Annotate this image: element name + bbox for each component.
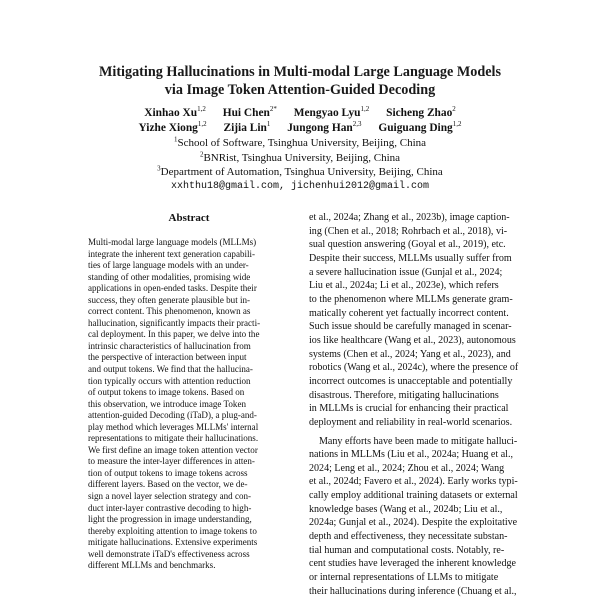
title-line-2: via Image Token Attention-Guided Decoding bbox=[164, 81, 436, 98]
text-line: hallucination, significantly impacts their practi- bbox=[88, 317, 261, 328]
text-line: knowledge bases (Wang et al., 2024b; Liu et al., bbox=[309, 503, 503, 515]
affiliations bbox=[0, 136, 600, 194]
author: Sicheng Zhao$^2$ bbox=[386, 105, 456, 119]
text-line: different layers. Based on the vector, we de- bbox=[88, 479, 248, 490]
text-line: representations to mitigate their hallucinations. bbox=[88, 433, 259, 444]
text-line: well demonstrate iTaD's effectiveness across bbox=[88, 548, 250, 559]
text-line: deployment and reliability in real-world scenarios. bbox=[309, 416, 513, 428]
text-line: robotics (Wang et al., 2024c), where the presence of bbox=[309, 362, 519, 374]
text-line: We first define an image token attention vector bbox=[88, 444, 258, 455]
affiliation: $^1$School of Software, Tsinghua University, Beijing, China bbox=[173, 135, 427, 149]
text-line: nations in MLLMs (Liu et al., 2024a; Huang et al., bbox=[309, 449, 513, 461]
text-line: and output tokens. We find that the hallucina- bbox=[88, 364, 253, 375]
text-line: tial human and computational costs. Notably, re- bbox=[309, 544, 505, 556]
text-line: ing (Chen et al., 2018; Rohrbach et al., 2018), vi- bbox=[309, 225, 508, 237]
text-line: depth and effectiveness, they necessitate substan- bbox=[309, 531, 508, 543]
text-line: thereby exploiting attention to image tokens to bbox=[88, 525, 257, 536]
author: Guiguang Ding$^{1,2}$ bbox=[378, 120, 462, 134]
author: Zijia Lin$^1$ bbox=[223, 120, 271, 134]
author: Xinhao Xu$^{1,2}$ bbox=[144, 105, 206, 119]
author-list bbox=[0, 106, 600, 136]
text-line: sign a novel layer selection strategy and con- bbox=[88, 491, 252, 502]
text-line: standing of other modalities, promising wide bbox=[88, 271, 251, 282]
text-line: mitigate hallucinations. Extensive experiments bbox=[88, 537, 258, 548]
affiliation: $^3$Department of Automation, Tsinghua University, Beijing, China bbox=[157, 164, 443, 179]
text-line: this observation, we introduce image Token bbox=[88, 398, 246, 409]
text-line: duct inter-layer contrastive decoding to high- bbox=[88, 502, 252, 513]
text-line: integrate the inherent text generation capabili- bbox=[88, 248, 256, 259]
author: Hui Chen$^{2*}$ bbox=[222, 105, 277, 119]
abstract-body bbox=[88, 237, 290, 572]
text-line: Multi-modal large language models (MLLMs) bbox=[88, 237, 257, 247]
intro-paragraph-1 bbox=[309, 211, 529, 430]
text-line: et al., 2024a; Zhang et al., 2023b), image caption- bbox=[309, 212, 510, 223]
author: Jungong Han$^{2,3}$ bbox=[287, 120, 362, 134]
text-line: in MLLMs is crucial for enhancing their practical bbox=[309, 403, 509, 415]
intro-column bbox=[309, 211, 529, 598]
text-line: tion of output tokens to image tokens across bbox=[88, 467, 248, 478]
text-line: 2024; Leng et al., 2024; Zhou et al., 2024; Wang bbox=[309, 462, 505, 474]
text-line: disastrous. Therefore, mitigating hallucinations bbox=[309, 389, 499, 401]
text-line: different MLLMs and benchmarks. bbox=[88, 560, 216, 571]
author-emails: xxhthu18@gmail.com, jichenhui2012@gmail.com bbox=[170, 180, 430, 192]
text-line: tion typically occurs with attention reduction bbox=[88, 375, 251, 386]
text-line: incorrect outcomes is unacceptable and potentially bbox=[309, 375, 513, 387]
text-line: intrinsic characteristics of hallucination from bbox=[88, 340, 251, 351]
author: Yizhe Xiong$^{1,2}$ bbox=[138, 120, 207, 134]
text-line: et al., 2024d; Favero et al., 2024). Early works typi- bbox=[309, 476, 518, 488]
text-line: Such issue should be carefully managed in scenar- bbox=[309, 321, 512, 333]
text-line: cent studies have leveraged the inherent knowledge bbox=[309, 558, 516, 570]
author-row-2 bbox=[0, 121, 600, 136]
text-line: light the progression in image understanding, bbox=[88, 514, 252, 525]
affiliation: $^2$BNRist, Tsinghua University, Beijing, China bbox=[199, 149, 401, 164]
text-line: cally employ additional training datasets or external bbox=[309, 490, 518, 502]
paper-title bbox=[0, 64, 600, 99]
text-line: systems (Chen et al., 2024; Yang et al., 2023), and bbox=[309, 348, 511, 360]
text-line: or internal representations of LLMs to mitigate bbox=[309, 572, 499, 584]
text-line: ios like healthcare (Wang et al., 2023), autonomous bbox=[309, 334, 516, 346]
text-line: cal deployment. In this paper, we delve into the bbox=[88, 329, 260, 340]
text-line: applications in open-ended tasks. Despite their bbox=[88, 283, 257, 294]
abstract-heading: Abstract bbox=[168, 212, 210, 224]
author-row-1 bbox=[0, 106, 600, 121]
text-line: 2024a; Gunjal et al., 2024). Despite the exploitative bbox=[309, 517, 518, 529]
text-line: to the phenomenon where MLLMs generate gram- bbox=[309, 293, 513, 305]
text-line: the perspective of interaction between input bbox=[88, 352, 247, 363]
text-line: correct content. This phenomenon, known as bbox=[88, 306, 251, 317]
intro-paragraph-2 bbox=[309, 435, 529, 599]
text-line: their hallucinations during inference (Chuang et al., bbox=[309, 585, 517, 597]
text-line: ties of large language models with an under- bbox=[88, 260, 249, 271]
text-line: a severe hallucination issue (Gunjal et al., 2024; bbox=[309, 266, 503, 278]
text-line: to measure the inter-layer differences in atten- bbox=[88, 456, 255, 467]
text-line: play method which leverages MLLMs' internal bbox=[88, 421, 259, 432]
text-line: success, they often generate plausible but in- bbox=[88, 294, 251, 305]
title-line-1: Mitigating Hallucinations in Multi-modal Large Language Models bbox=[99, 64, 501, 80]
text-line: matically coherent yet factually incorrect content. bbox=[309, 307, 509, 319]
text-line: of output tokens to image tokens. Based on bbox=[88, 387, 245, 398]
text-line: attention-guided Decoding (iTaD), a plug-and- bbox=[88, 410, 257, 421]
text-line: Many efforts have been made to mitigate halluci- bbox=[319, 435, 518, 447]
author: Mengyao Lyu$^{1,2}$ bbox=[293, 105, 370, 119]
text-line: sual question answering (Goyal et al., 2019), etc. bbox=[309, 239, 506, 251]
text-line: Liu et al., 2024a; Li et al., 2023e), which refers bbox=[309, 280, 499, 292]
text-line: Despite their success, MLLMs usually suffer from bbox=[309, 252, 512, 264]
